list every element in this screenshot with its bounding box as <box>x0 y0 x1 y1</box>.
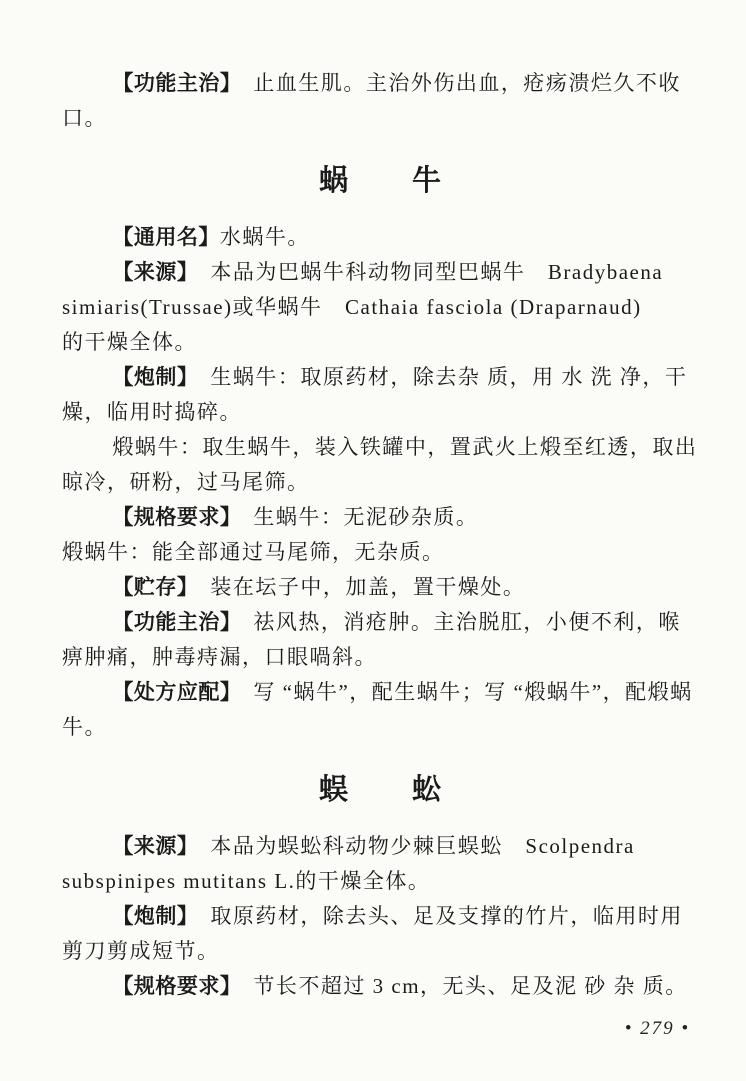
text-line <box>62 535 700 570</box>
line-text: 本品为巴蜗牛科动物同型巴蜗牛 Bradybaena <box>187 260 664 284</box>
line-text: 的干燥全体。 <box>62 330 197 354</box>
field-label: 【炮制】 <box>112 366 188 389</box>
line-text: 生蜗牛：取原药材，除去杂 质，用 水 洗 净，干 <box>187 365 688 389</box>
line-text: 祛风热，消疮肿。主治脱肛，小便不利，喉 <box>230 610 681 634</box>
line-text: 本品为蜈蚣科动物少棘巨蜈蚣 Scolpendra <box>187 834 635 858</box>
text-line <box>62 570 700 605</box>
line-text: subspinipes mutitans L.的干燥全体。 <box>62 869 431 893</box>
line-text: 止血生肌。主治外伤出血，疮疡溃烂久不收 <box>230 71 681 95</box>
entry-title-centipede: 蜈 蚣 <box>318 774 443 806</box>
line-text: 生蜗牛：无泥砂杂质。 <box>230 505 479 529</box>
line-text: 煅蜗牛：能全部通过马尾筛，无杂质。 <box>62 540 445 564</box>
field-label: 【处方应配】 <box>112 681 231 704</box>
text-line <box>62 360 700 395</box>
line-text: 煅蜗牛：取生蜗牛，装入铁罐中，置武火上煅至红透，取出 <box>112 435 698 459</box>
line-text: 晾冷，研粉，过马尾筛。 <box>62 470 310 494</box>
text-line <box>62 640 700 675</box>
line-text: 痹肿痛，肿毒痔漏，口眼喎斜。 <box>62 645 377 669</box>
field-label: 【规格要求】 <box>112 506 231 529</box>
text-line <box>62 500 700 535</box>
line-text: 剪刀剪成短节。 <box>62 939 220 963</box>
line-text: 写 “蜗牛”，配生蜗牛；写 “煅蜗牛”，配煅蜗 <box>230 680 693 704</box>
text-line <box>62 934 700 969</box>
text-line <box>62 829 700 864</box>
line-text: 水蜗牛。 <box>219 225 310 249</box>
text-line <box>62 710 700 745</box>
text-line <box>62 66 700 101</box>
line-text: 燥，临用时捣碎。 <box>62 400 242 424</box>
text-line <box>62 864 700 899</box>
field-label: 【炮制】 <box>112 905 188 928</box>
text-line <box>62 465 700 500</box>
field-label: 【通用名】 <box>112 226 220 249</box>
field-label: 【来源】 <box>112 835 188 858</box>
text-line <box>62 395 700 430</box>
text-line <box>62 220 700 255</box>
text-line <box>62 290 700 325</box>
field-label: 【功能主治】 <box>112 611 231 634</box>
text-line <box>62 430 700 465</box>
field-label: 【功能主治】 <box>112 72 231 95</box>
line-text: 装在坛子中，加盖，置干燥处。 <box>187 575 526 599</box>
text-line <box>62 325 700 360</box>
line-text: 节长不超过 3 cm，无头、足及泥 砂 杂 质。 <box>230 974 688 998</box>
line-text: 取原药材，除去头、足及支撑的竹片，临用时用 <box>187 904 683 928</box>
text-line <box>62 675 700 710</box>
line-text: 牛。 <box>62 715 107 739</box>
field-label: 【贮存】 <box>112 576 188 599</box>
line-text: simiaris(Trussae)或华蜗牛 Cathaia fasciola (Draparnaud) <box>62 295 642 319</box>
text-line <box>62 101 700 136</box>
text-line <box>62 899 700 934</box>
field-label: 【来源】 <box>112 261 188 284</box>
field-label: 【规格要求】 <box>112 975 231 998</box>
entry-title-snail: 蜗 牛 <box>318 165 443 197</box>
text-line <box>62 255 700 290</box>
text-line <box>62 605 700 640</box>
line-text: 口。 <box>62 106 107 130</box>
page-number: • 279 • <box>624 1018 690 1039</box>
text-line <box>62 969 700 1004</box>
